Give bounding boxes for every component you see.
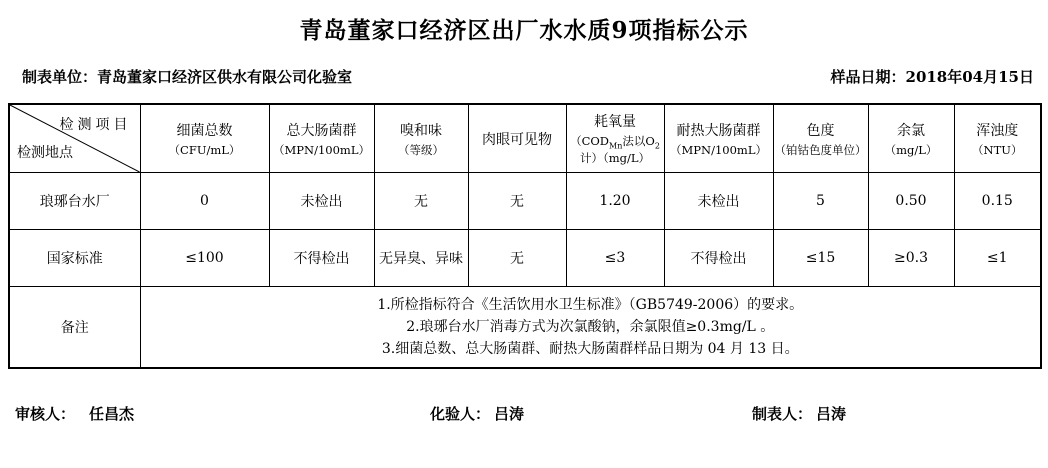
remark-line-1: 1.所检指标符合《生活饮用水卫生标准》（GB5749-2006）的要求。	[377, 297, 804, 313]
column-header-chromaticity: 色度 （铂钴色度单位）	[773, 104, 868, 173]
reviewer-name: 任昌杰	[89, 405, 135, 423]
prepared-by-text: 制表单位：青岛董家口经济区供水有限公司化验室	[22, 68, 353, 86]
data-cell: ≤1	[954, 230, 1041, 287]
column-header-residual-chlorine: 余氯 （mg/L）	[868, 104, 954, 173]
tester-name: 吕涛	[494, 405, 525, 423]
reviewer-label: 审核人：	[15, 405, 76, 423]
column-header-turbidity: 浑浊度 （NTU）	[954, 104, 1041, 173]
data-cell: ≥0.3	[868, 230, 954, 287]
data-cell: 0.50	[868, 173, 954, 230]
preparer-label: 制表人：	[752, 405, 813, 423]
water-quality-table	[8, 103, 1042, 369]
table-row-national-standard	[9, 230, 1041, 287]
data-cell: 不得检出	[664, 230, 773, 287]
corner-label-location: 检测地点	[17, 145, 73, 161]
corner-label-items: 检测项目	[59, 117, 132, 133]
row-header-standard-name: 国家标准	[9, 230, 140, 287]
column-header-visible-matter: 肉眼可见物	[468, 104, 566, 173]
remark-line-2: 2.琅琊台水厂消毒方式为次氯酸钠，余氯限值≥0.3mg/L 。	[406, 319, 775, 335]
tester-label: 化验人：	[430, 405, 491, 423]
column-header-total-coliform: 总大肠菌群 （MPN/100mL）	[269, 104, 374, 173]
corner-header-cell	[9, 104, 140, 173]
data-cell: 无异臭、异味	[374, 230, 468, 287]
row-header-plant-name: 琅琊台水厂	[9, 173, 140, 230]
table-header-row	[9, 104, 1041, 173]
data-cell: 0.15	[954, 173, 1041, 230]
data-cell: 5	[773, 173, 868, 230]
preparer-name: 吕涛	[816, 405, 847, 423]
column-header-oxygen-consumption: 耗氧量 （$COD_{Mn}$法以$O_2$计）（mg/L）	[566, 104, 664, 173]
data-cell: ≤3	[566, 230, 664, 287]
data-cell: ≤15	[773, 230, 868, 287]
preparer-signature	[752, 403, 846, 424]
data-cell: 无	[468, 173, 566, 230]
column-header-thermotolerant-coliform: 耐热大肠菌群 （MPN/100mL）	[664, 104, 773, 173]
page-title: 青岛董家口经济区出厂水水质9项指标公示	[299, 17, 749, 44]
reviewer-signature	[15, 403, 134, 424]
sample-date-text: 样品日期：2018年04月15日	[830, 68, 1034, 86]
data-cell: 不得检出	[269, 230, 374, 287]
row-header-remarks-label: 备注	[9, 287, 140, 369]
remarks-content	[140, 287, 1041, 369]
remark-line-3: 3.细菌总数、总大肠菌群、耐热大肠菌群样品日期为 04 月 13 日。	[381, 341, 799, 357]
data-cell: 0	[140, 173, 269, 230]
data-cell: 未检出	[664, 173, 773, 230]
table-row-remarks	[9, 287, 1041, 369]
column-header-bacteria-count: 细菌总数 （CFU/mL）	[140, 104, 269, 173]
data-cell: 无	[468, 230, 566, 287]
data-cell: 未检出	[269, 173, 374, 230]
column-header-odor-taste: 嗅和味 （等级）	[374, 104, 468, 173]
table-row-langyatai-plant	[9, 173, 1041, 230]
meta-row	[22, 66, 1034, 87]
tester-signature	[430, 403, 524, 424]
oxygen-consumption-unit: （$COD_{Mn}$法以$O_2$计）（mg/L）	[570, 133, 660, 166]
data-cell: ≤100	[140, 230, 269, 287]
data-cell: 无	[374, 173, 468, 230]
data-cell: 1.20	[566, 173, 664, 230]
